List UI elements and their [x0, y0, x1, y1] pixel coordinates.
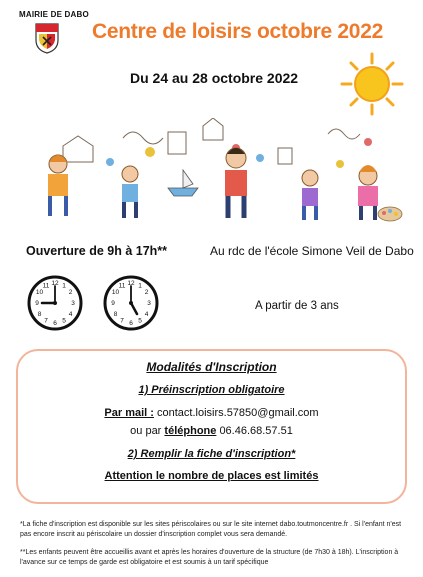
svg-text:9: 9 — [35, 300, 39, 307]
page-title: Centre de loisirs octobre 2022 — [92, 20, 383, 43]
svg-text:2: 2 — [144, 289, 149, 296]
modalites-title: Modalités d'Inscription — [146, 360, 277, 374]
date-range: Du 24 au 28 octobre 2022 — [130, 70, 299, 86]
phone-line — [0, 425, 423, 437]
footnote-1: *La fiche d'inscription est disponible sur les sites périscolaires ou sur le site internet dabo.toutmoncentre.fr . Si l'enfant n'est pas encore inscrit au périscolaire un dossier d'inscription complet vous sera demandé. — [20, 521, 402, 538]
phone-label: téléphone — [164, 425, 217, 437]
clock-icon — [103, 275, 159, 331]
svg-text:11: 11 — [42, 282, 50, 290]
footnote-2: **Les enfants peuvent être accueillis avant et après les horaires d'ouverture de la structure (de 7h30 à 18h). L'inscription à l'avance sur ce temps de garde est obligatoire et est soumis à un tarif spécifique — [20, 549, 399, 566]
svg-text:8: 8 — [37, 311, 42, 318]
svg-text:6: 6 — [129, 320, 133, 327]
mail-label: Par mail : — [104, 407, 154, 419]
step1-label: 1) Préinscription obligatoire — [138, 384, 285, 396]
svg-text:11: 11 — [118, 282, 126, 290]
svg-text:5: 5 — [138, 317, 142, 325]
svg-text:6: 6 — [53, 320, 57, 327]
svg-text:7: 7 — [120, 317, 124, 325]
svg-text:3: 3 — [71, 300, 75, 307]
venue: Au rdc de l'école Simone Veil de Dabo — [210, 244, 414, 258]
mairie-label: MAIRIE DE DABO — [19, 10, 89, 19]
sun-icon — [340, 52, 404, 116]
opening-hours: Ouverture de 9h à 17h** — [26, 244, 168, 258]
crest-icon — [34, 22, 60, 54]
svg-text:10: 10 — [111, 289, 120, 296]
svg-text:9: 9 — [111, 300, 115, 307]
phone-prefix: ou par — [130, 425, 162, 437]
step2-label: 2) Remplir la fiche d'inscription* — [127, 448, 296, 460]
svg-text:4: 4 — [144, 311, 149, 318]
svg-text:8: 8 — [113, 311, 118, 318]
phone-number: 06.46.68.57.51 — [219, 425, 293, 437]
svg-text:10: 10 — [35, 289, 44, 296]
svg-text:5: 5 — [62, 317, 66, 325]
email-address[interactable]: contact.loisirs.57850@gmail.com — [157, 407, 319, 419]
email-line — [0, 407, 423, 419]
svg-text:1: 1 — [62, 282, 66, 290]
svg-text:7: 7 — [44, 317, 48, 325]
kids-illustration — [28, 118, 406, 230]
places-warning: Attention le nombre de places est limités — [104, 470, 319, 482]
age-requirement: A partir de 3 ans — [255, 300, 339, 312]
svg-text:1: 1 — [138, 282, 142, 290]
svg-text:12: 12 — [51, 280, 59, 287]
svg-text:4: 4 — [68, 311, 73, 318]
svg-text:2: 2 — [68, 289, 73, 296]
clock-icon — [27, 275, 83, 331]
svg-text:3: 3 — [147, 300, 151, 307]
svg-text:12: 12 — [127, 280, 135, 287]
